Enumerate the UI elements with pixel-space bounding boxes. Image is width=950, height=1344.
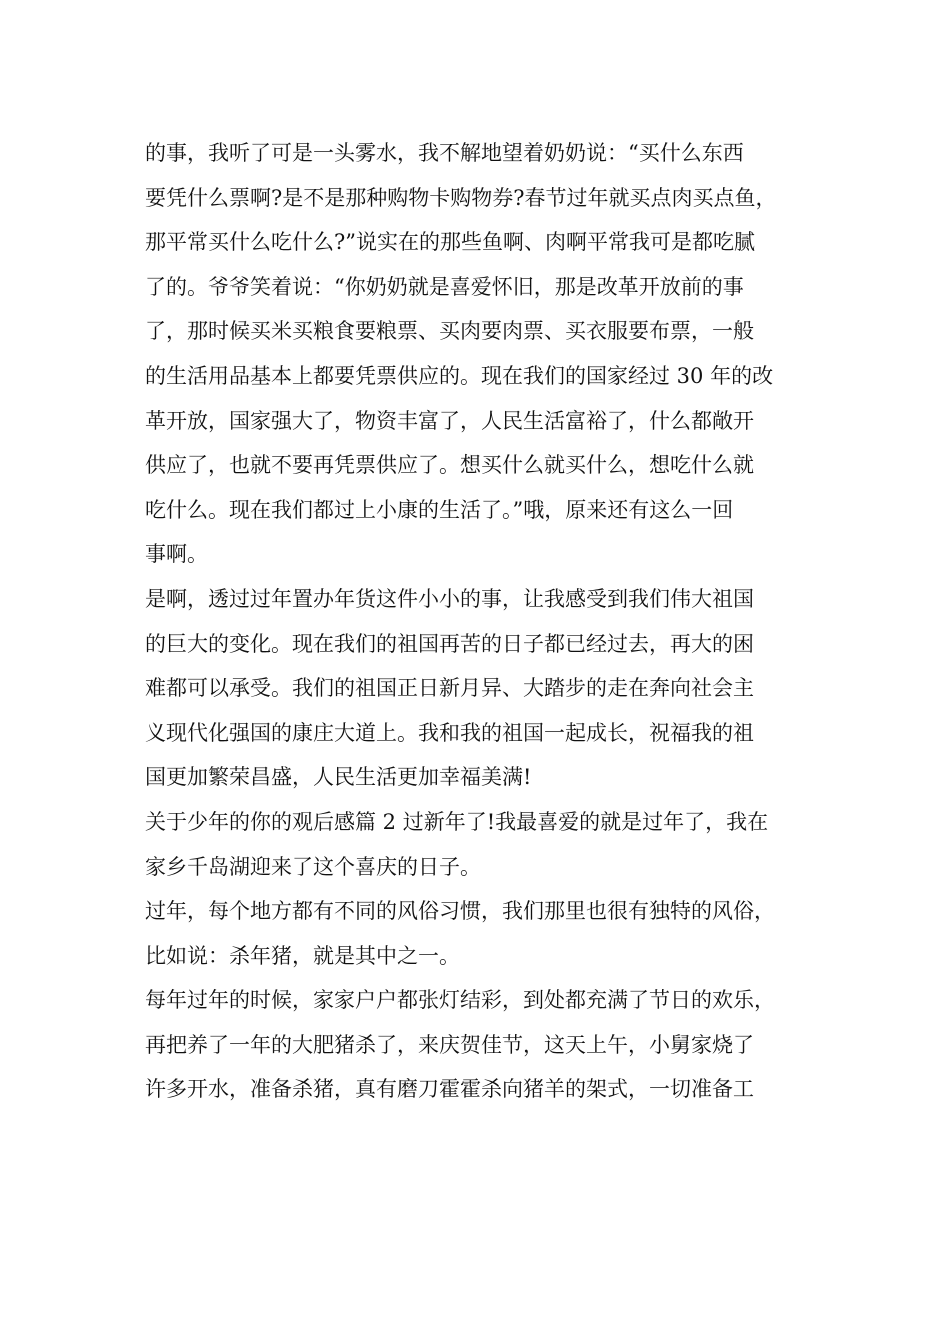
text-line: 比如说：杀年猪，就是其中之一。	[145, 943, 460, 968]
text-line: 的巨大的变化。现在我们的祖国再苦的日子都已经过去，再大的困	[145, 631, 754, 656]
text-line: 再把养了一年的大肥猪杀了，来庆贺佳节，这天上午，小舅家烧了	[145, 1032, 754, 1057]
paragraph-1	[145, 131, 825, 577]
text-line: 是啊，透过过年置办年货这件小小的事，让我感受到我们伟大祖国	[145, 586, 754, 611]
text-line: 了，那时候买米买粮食要粮票、买肉要肉票、买衣服要布票，一般	[145, 319, 754, 344]
text-line: 义现代化强国的康庄大道上。我和我的祖国一起成长，祝福我的祖	[145, 720, 754, 745]
paragraph-2	[145, 577, 825, 800]
paragraph-3	[145, 800, 825, 889]
text-line: 家乡千岛湖迎来了这个喜庆的日子。	[145, 854, 481, 879]
text-line: 要凭什么票啊?是不是那种购物卡购物券?春节过年就买点肉买点鱼，	[145, 185, 777, 210]
text-line: 难都可以承受。我们的祖国正日新月异、大踏步的走在奔向社会主	[145, 676, 754, 701]
text-line: 那平常买什么吃什么?”说实在的那些鱼啊、肉啊平常我可是都吃腻	[145, 230, 755, 255]
text-line: 过年，每个地方都有不同的风俗习惯，我们那里也很有独特的风俗，	[145, 899, 775, 924]
document-body	[145, 131, 825, 1112]
text-line: 事啊。	[145, 542, 208, 567]
text-line: 供应了，也就不要再凭票供应了。想买什么就买什么，想吃什么就	[145, 453, 754, 478]
text-line: 关于少年的你的观后感篇 2 过新年了!我最喜爱的就是过年了，我在	[145, 809, 769, 834]
text-line: 吃什么。现在我们都过上小康的生活了。”哦，原来还有这么一回	[145, 497, 734, 522]
text-line: 的事，我听了可是一头雾水，我不解地望着奶奶说：“买什么东西	[145, 141, 744, 165]
text-line: 了的。爷爷笑着说：“你奶奶就是喜爱怀旧，那是改革开放前的事	[145, 274, 744, 299]
text-line: 的生活用品基本上都要凭票供应的。现在我们的国家经过 30 年的改	[145, 363, 774, 388]
text-line: 革开放，国家强大了，物资丰富了，人民生活富裕了，什么都敞开	[145, 408, 754, 433]
text-line: 许多开水，准备杀猪，真有磨刀霍霍杀向猪羊的架式，一切准备工	[145, 1077, 754, 1102]
text-line: 国更加繁荣昌盛，人民生活更加幸福美满!	[145, 765, 532, 790]
paragraph-5	[145, 978, 825, 1112]
text-line: 每年过年的时候，家家户户都张灯结彩，到处都充满了节日的欢乐，	[145, 988, 775, 1013]
paragraph-4	[145, 889, 825, 978]
